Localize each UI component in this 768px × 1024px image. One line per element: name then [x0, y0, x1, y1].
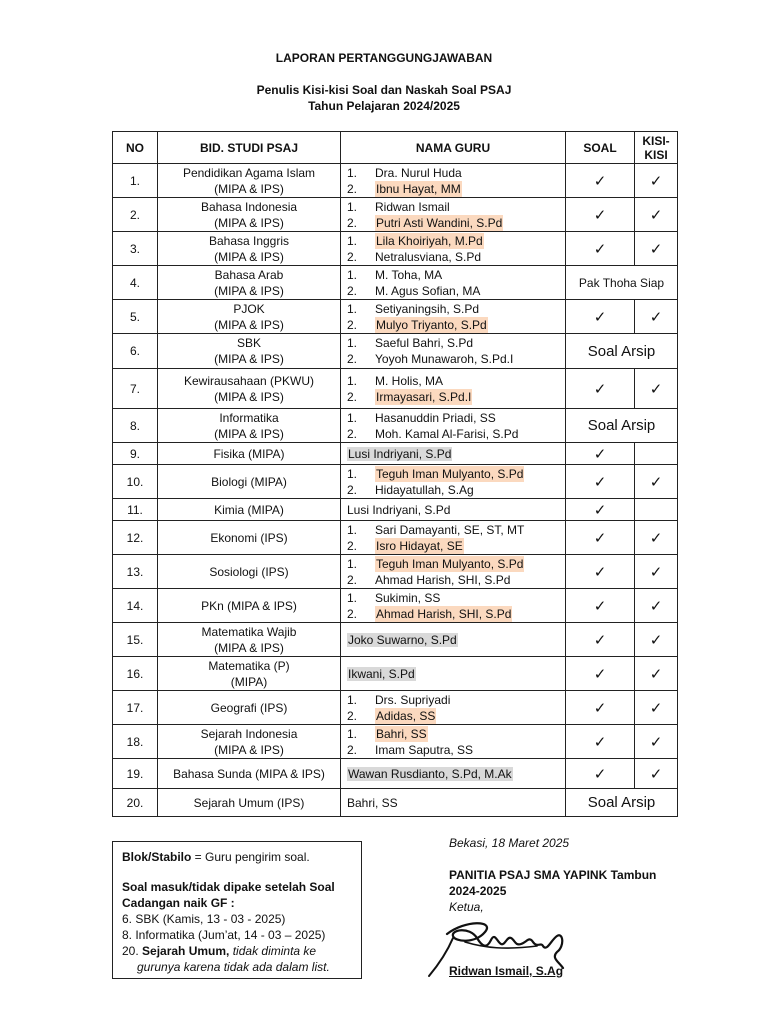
row-number: 19. [113, 759, 158, 789]
subject-line: PJOK [233, 301, 265, 316]
note-item-20-text: tidak diminta ke [229, 944, 317, 958]
kisi-check-icon: ✓ [635, 465, 678, 499]
kisi-check-icon: ✓ [635, 369, 678, 409]
teacher-index: 2. [347, 538, 358, 553]
row-number: 12. [113, 521, 158, 555]
teacher-line [341, 373, 565, 389]
signoff-org: PANITIA PSAJ SMA YAPINK Tambun [449, 868, 657, 882]
teacher-name: Hasanuddin Priadi, SS [375, 410, 496, 425]
teacher-index: 2. [347, 426, 358, 441]
teacher-name: Ibnu Hayat, MM [376, 181, 461, 196]
teacher-line [341, 165, 565, 181]
soal-check-icon: ✓ [566, 198, 635, 232]
row-number: 1. [113, 164, 158, 198]
table-row [113, 465, 678, 499]
teacher-cell [341, 232, 566, 266]
teacher-line [341, 633, 565, 647]
table-row [113, 300, 678, 334]
subject-line: (MIPA & IPS) [214, 640, 284, 655]
teacher-line [341, 708, 565, 724]
note-legend-term: Blok/Stabilo [122, 850, 192, 864]
subject-cell [158, 691, 341, 725]
teacher-line [341, 590, 565, 606]
teacher-index: 2. [347, 742, 358, 757]
teacher-line [341, 667, 565, 681]
teacher-line [341, 572, 565, 588]
teacher-name: Ahmad Harish, SHI, S.Pd [375, 572, 511, 587]
subject-cell [158, 300, 341, 334]
signoff-role: Ketua, [449, 900, 484, 914]
teacher-name: Setiyaningsih, S.Pd [375, 301, 480, 316]
subject-line: PKn (MIPA & IPS) [201, 598, 297, 613]
soal-check-icon: ✓ [566, 232, 635, 266]
subject-line: Matematika Wajib [201, 624, 297, 639]
teacher-name: Bahri, SS [376, 726, 427, 741]
header-nama-guru: NAMA GURU [341, 132, 566, 164]
teacher-index: 2. [347, 482, 358, 497]
table-row [113, 589, 678, 623]
subject-line: Informatika [219, 410, 279, 425]
teacher-name: Mulyo Triyanto, S.Pd [376, 317, 487, 332]
teacher-index: 1. [347, 267, 358, 282]
teacher-index: 2. [347, 215, 358, 230]
signoff-org-year: 2024-2025 [449, 884, 507, 898]
row-number: 7. [113, 369, 158, 409]
subject-line: (MIPA & IPS) [214, 389, 284, 404]
kisi-check-icon: ✓ [635, 589, 678, 623]
teacher-name: Netralusviana, S.Pd [375, 249, 482, 264]
subject-cell [158, 164, 341, 198]
teacher-line [341, 317, 565, 333]
teacher-index: 2. [347, 317, 358, 332]
subject-line: Sejarah Umum (IPS) [193, 795, 305, 810]
subject-line: (MIPA & IPS) [214, 352, 284, 366]
table-row [113, 691, 678, 725]
teacher-name: Drs. Supriyadi [375, 692, 451, 707]
soal-check-icon: ✓ [566, 657, 635, 691]
teacher-line [341, 426, 565, 442]
kisi-check-icon: ✓ [635, 232, 678, 266]
row-number: 5. [113, 300, 158, 334]
teacher-name: Bahri, SS [347, 795, 398, 810]
soal-check-icon: ✓ [566, 589, 635, 623]
teacher-cell [341, 198, 566, 232]
teacher-name: M. Toha, MA [375, 267, 443, 282]
teacher-index: 2. [347, 283, 358, 298]
soal-check-icon: ✓ [566, 499, 635, 521]
teacher-index: 2. [347, 181, 358, 196]
table-row [113, 789, 678, 817]
subject-cell [158, 759, 341, 789]
table-row [113, 409, 678, 443]
subject-cell [158, 725, 341, 759]
table-row [113, 725, 678, 759]
signoff-date: Bekasi, 18 Maret 2025 [449, 836, 570, 850]
subject-line: SBK [236, 336, 261, 350]
teacher-line [341, 351, 565, 367]
teacher-name: Isro Hidayat, SE [376, 538, 463, 553]
subject-line: Kewirausahaan (PKWU) [183, 373, 315, 388]
header-kisi-kisi: KISI-KISI [635, 132, 678, 164]
note-item-20-cont [122, 959, 361, 975]
teacher-line [341, 215, 565, 231]
row-number: 10. [113, 465, 158, 499]
note-box [112, 841, 362, 979]
teacher-cell [341, 521, 566, 555]
kisi-check-icon: ✓ [635, 657, 678, 691]
teacher-index: 2. [347, 572, 358, 587]
teacher-name: Teguh Iman Mulyanto, S.Pd [376, 556, 524, 571]
row-number: 20. [113, 789, 158, 817]
row-number: 18. [113, 725, 158, 759]
soal-check-icon: ✓ [566, 164, 635, 198]
teacher-line [341, 742, 565, 758]
soal-check-icon: ✓ [566, 521, 635, 555]
note-item-20-subject: Sejarah Umum, [142, 944, 230, 958]
soal-check-icon: ✓ [566, 443, 635, 465]
subject-cell [158, 409, 341, 443]
subject-line: Kimia (MIPA) [214, 502, 284, 517]
subject-line: Sejarah Indonesia [200, 726, 298, 741]
soal-check-icon: ✓ [566, 369, 635, 409]
table-row [113, 521, 678, 555]
teacher-index: 2. [347, 352, 358, 366]
teacher-index: 1. [347, 336, 358, 350]
teacher-index: 2. [347, 708, 358, 723]
teacher-line [341, 233, 565, 249]
subject-line: (MIPA & IPS) [214, 249, 284, 264]
note-legend-text: = Guru pengirim soal. [191, 850, 310, 864]
teacher-line [341, 335, 565, 351]
row-number: 4. [113, 266, 158, 300]
row-number: 14. [113, 589, 158, 623]
subject-line: Bahasa Indonesia [200, 199, 298, 214]
teacher-line [341, 606, 565, 622]
teacher-name: M. Holis, MA [375, 373, 444, 388]
note-item-6: 6. SBK (Kamis, 13 - 03 - 2025) [122, 912, 286, 926]
teacher-name: Imam Saputra, SS [375, 742, 474, 757]
teacher-index: 2. [347, 389, 358, 404]
teacher-line [341, 767, 565, 781]
status-note: Soal Arsip [566, 334, 678, 369]
signoff-name: Ridwan Ismail, S.Ag [449, 964, 564, 978]
subject-cell [158, 232, 341, 266]
teacher-name: Ahmad Harish, SHI, S.Pd [376, 606, 512, 621]
teacher-name: Putri Asti Wandini, S.Pd [376, 215, 503, 230]
kisi-check-icon: ✓ [635, 623, 678, 657]
teacher-index: 1. [347, 373, 358, 388]
status-note: Soal Arsip [566, 409, 678, 443]
table-row [113, 499, 678, 521]
kisi-check-icon: ✓ [635, 164, 678, 198]
soal-check-icon: ✓ [566, 725, 635, 759]
subject-line: (MIPA) [230, 674, 268, 689]
subject-cell [158, 589, 341, 623]
teacher-line [341, 283, 565, 299]
table-row [113, 555, 678, 589]
teacher-line [341, 466, 565, 482]
teacher-index: 1. [347, 233, 358, 248]
subject-line: Fisika (MIPA) [213, 446, 285, 461]
teacher-cell [341, 443, 566, 465]
teacher-line [341, 447, 565, 461]
soal-check-icon: ✓ [566, 465, 635, 499]
teacher-line [341, 267, 565, 283]
table-row [113, 657, 678, 691]
header-no: NO [113, 132, 158, 164]
note-item-20 [122, 943, 361, 959]
subject-line: (MIPA & IPS) [214, 215, 284, 230]
teacher-name: Yoyoh Munawaroh, S.Pd.I [375, 352, 514, 366]
subject-line: Bahasa Arab [214, 267, 284, 282]
table-row [113, 164, 678, 198]
teacher-name: Ikwani, S.Pd [348, 666, 415, 681]
kisi-check-icon: ✓ [635, 555, 678, 589]
teacher-line [341, 503, 565, 517]
note-item-20-num: 20. [122, 944, 143, 958]
table-row [113, 232, 678, 266]
report-title: LAPORAN PERTANGGUNGJAWABAN [275, 51, 493, 65]
teacher-line [341, 181, 565, 197]
teacher-index: 1. [347, 522, 358, 537]
report-subtitle: Penulis Kisi-kisi Soal dan Naskah Soal PSAJ [256, 83, 512, 97]
subject-cell [158, 499, 341, 521]
subject-line: Biologi (MIPA) [211, 474, 287, 489]
status-note: Soal Arsip [566, 789, 678, 817]
teacher-name: Dra. Nurul Huda [375, 165, 462, 180]
teacher-line [341, 301, 565, 317]
subject-cell [158, 789, 341, 817]
kisi-check-icon: ✓ [635, 300, 678, 334]
teacher-cell [341, 691, 566, 725]
teacher-cell [341, 300, 566, 334]
teacher-line [341, 249, 565, 265]
table-body [113, 164, 678, 817]
teacher-index: 1. [347, 692, 358, 707]
teacher-name: Ridwan Ismail [375, 199, 450, 214]
teacher-index: 1. [347, 466, 358, 481]
soal-check-icon: ✓ [566, 555, 635, 589]
table-row [113, 759, 678, 789]
teacher-name: Wawan Rusdianto, S.Pd, M.Ak [348, 766, 512, 781]
note-item-20-text-2: gurunya karena tidak ada dalam list. [137, 960, 330, 974]
teacher-name: Saeful Bahri, S.Pd [375, 336, 474, 350]
psaj-table [112, 131, 678, 817]
subject-cell [158, 369, 341, 409]
soal-check-icon: ✓ [566, 759, 635, 789]
teacher-name: Teguh Iman Mulyanto, S.Pd [376, 466, 524, 481]
report-year: Tahun Pelajaran 2024/2025 [308, 99, 460, 113]
row-number: 8. [113, 409, 158, 443]
subject-line: Bahasa Inggris [208, 233, 290, 248]
subject-cell [158, 443, 341, 465]
kisi-check-icon: ✓ [635, 691, 678, 725]
row-number: 3. [113, 232, 158, 266]
subject-cell [158, 266, 341, 300]
teacher-line [341, 482, 565, 498]
soal-check-icon: ✓ [566, 691, 635, 725]
teacher-line [341, 199, 565, 215]
teacher-name: Joko Suwarno, S.Pd [348, 632, 457, 647]
teacher-name: Sari Damayanti, SE, ST, MT [375, 522, 525, 537]
kisi-check-icon: ✓ [635, 759, 678, 789]
teacher-name: Sukimin, SS [375, 590, 441, 605]
teacher-cell [341, 555, 566, 589]
teacher-name: Moh. Kamal Al-Farisi, S.Pd [375, 426, 519, 441]
teacher-index: 1. [347, 165, 358, 180]
row-number: 17. [113, 691, 158, 725]
subject-line: (MIPA & IPS) [214, 317, 284, 332]
teacher-name: Lila Khoiriyah, M.Pd [376, 233, 483, 248]
row-number: 15. [113, 623, 158, 657]
soal-check-icon: ✓ [566, 300, 635, 334]
note-legend [122, 849, 361, 865]
teacher-cell [341, 725, 566, 759]
teacher-cell [341, 789, 566, 817]
subject-line: Pendidikan Agama Islam [182, 165, 316, 180]
teacher-name: Lusi Indriyani, S.Pd [347, 502, 451, 517]
teacher-index: 1. [347, 410, 358, 425]
teacher-line [341, 538, 565, 554]
soal-check-icon: ✓ [566, 623, 635, 657]
row-number: 6. [113, 334, 158, 369]
subject-cell [158, 521, 341, 555]
row-number: 9. [113, 443, 158, 465]
teacher-cell [341, 623, 566, 657]
row-number: 13. [113, 555, 158, 589]
table-row [113, 369, 678, 409]
teacher-index: 1. [347, 556, 358, 571]
teacher-line [341, 389, 565, 405]
subject-cell [158, 555, 341, 589]
teacher-line [341, 796, 565, 810]
teacher-line [341, 522, 565, 538]
subject-line: (MIPA & IPS) [214, 742, 284, 757]
row-number: 2. [113, 198, 158, 232]
header-bid-studi: BID. STUDI PSAJ [158, 132, 341, 164]
teacher-line [341, 692, 565, 708]
subject-cell [158, 465, 341, 499]
kisi-check-icon [635, 499, 678, 521]
subject-line: (MIPA & IPS) [214, 426, 284, 441]
subject-cell [158, 623, 341, 657]
teacher-index: 1. [347, 199, 358, 214]
teacher-name: Lusi Indriyani, S.Pd [348, 446, 452, 461]
teacher-name: M. Agus Sofian, MA [375, 283, 481, 298]
note-item-8: 8. Informatika (Jum’at, 14 - 03 – 2025) [122, 928, 326, 942]
subject-line: (MIPA & IPS) [214, 181, 284, 196]
kisi-check-icon: ✓ [635, 521, 678, 555]
table-row [113, 623, 678, 657]
teacher-cell [341, 499, 566, 521]
subject-line: Ekonomi (IPS) [210, 530, 288, 545]
teacher-line [341, 410, 565, 426]
teacher-index: 1. [347, 726, 358, 741]
teacher-cell [341, 465, 566, 499]
kisi-check-icon: ✓ [635, 725, 678, 759]
kisi-check-icon: ✓ [635, 198, 678, 232]
teacher-cell [341, 266, 566, 300]
subject-line: Matematika (P) [208, 658, 290, 673]
teacher-line [341, 556, 565, 572]
teacher-name: Hidayatullah, S.Ag [375, 482, 474, 497]
status-note: Pak Thoha Siap [566, 266, 678, 300]
teacher-cell [341, 409, 566, 443]
teacher-cell [341, 657, 566, 691]
note-heading-1: Soal masuk/tidak dipake setelah Soal [122, 880, 335, 894]
kisi-check-icon [635, 443, 678, 465]
subject-line: (MIPA & IPS) [214, 283, 284, 298]
teacher-cell [341, 334, 566, 369]
note-heading-2: Cadangan naik GF : [122, 896, 235, 910]
subject-line: Bahasa Sunda (MIPA & IPS) [173, 766, 325, 781]
teacher-cell [341, 369, 566, 409]
table-row [113, 198, 678, 232]
teacher-index: 1. [347, 590, 358, 605]
teacher-cell [341, 759, 566, 789]
teacher-name: Irmayasari, S.Pd.I [376, 389, 472, 404]
teacher-line [341, 726, 565, 742]
table-row [113, 443, 678, 465]
subject-line: Sosiologi (IPS) [209, 564, 289, 579]
teacher-name: Adidas, SS [376, 708, 436, 723]
subject-cell [158, 198, 341, 232]
subject-cell [158, 657, 341, 691]
subject-line: Geografi (IPS) [210, 700, 288, 715]
header-soal: SOAL [566, 132, 635, 164]
teacher-cell [341, 589, 566, 623]
teacher-index: 2. [347, 249, 358, 264]
table-header-row [113, 132, 678, 164]
teacher-index: 2. [347, 606, 358, 621]
table-row [113, 334, 678, 369]
row-number: 16. [113, 657, 158, 691]
teacher-cell [341, 164, 566, 198]
subject-cell [158, 334, 341, 369]
row-number: 11. [113, 499, 158, 521]
table-row [113, 266, 678, 300]
teacher-index: 1. [347, 301, 358, 316]
